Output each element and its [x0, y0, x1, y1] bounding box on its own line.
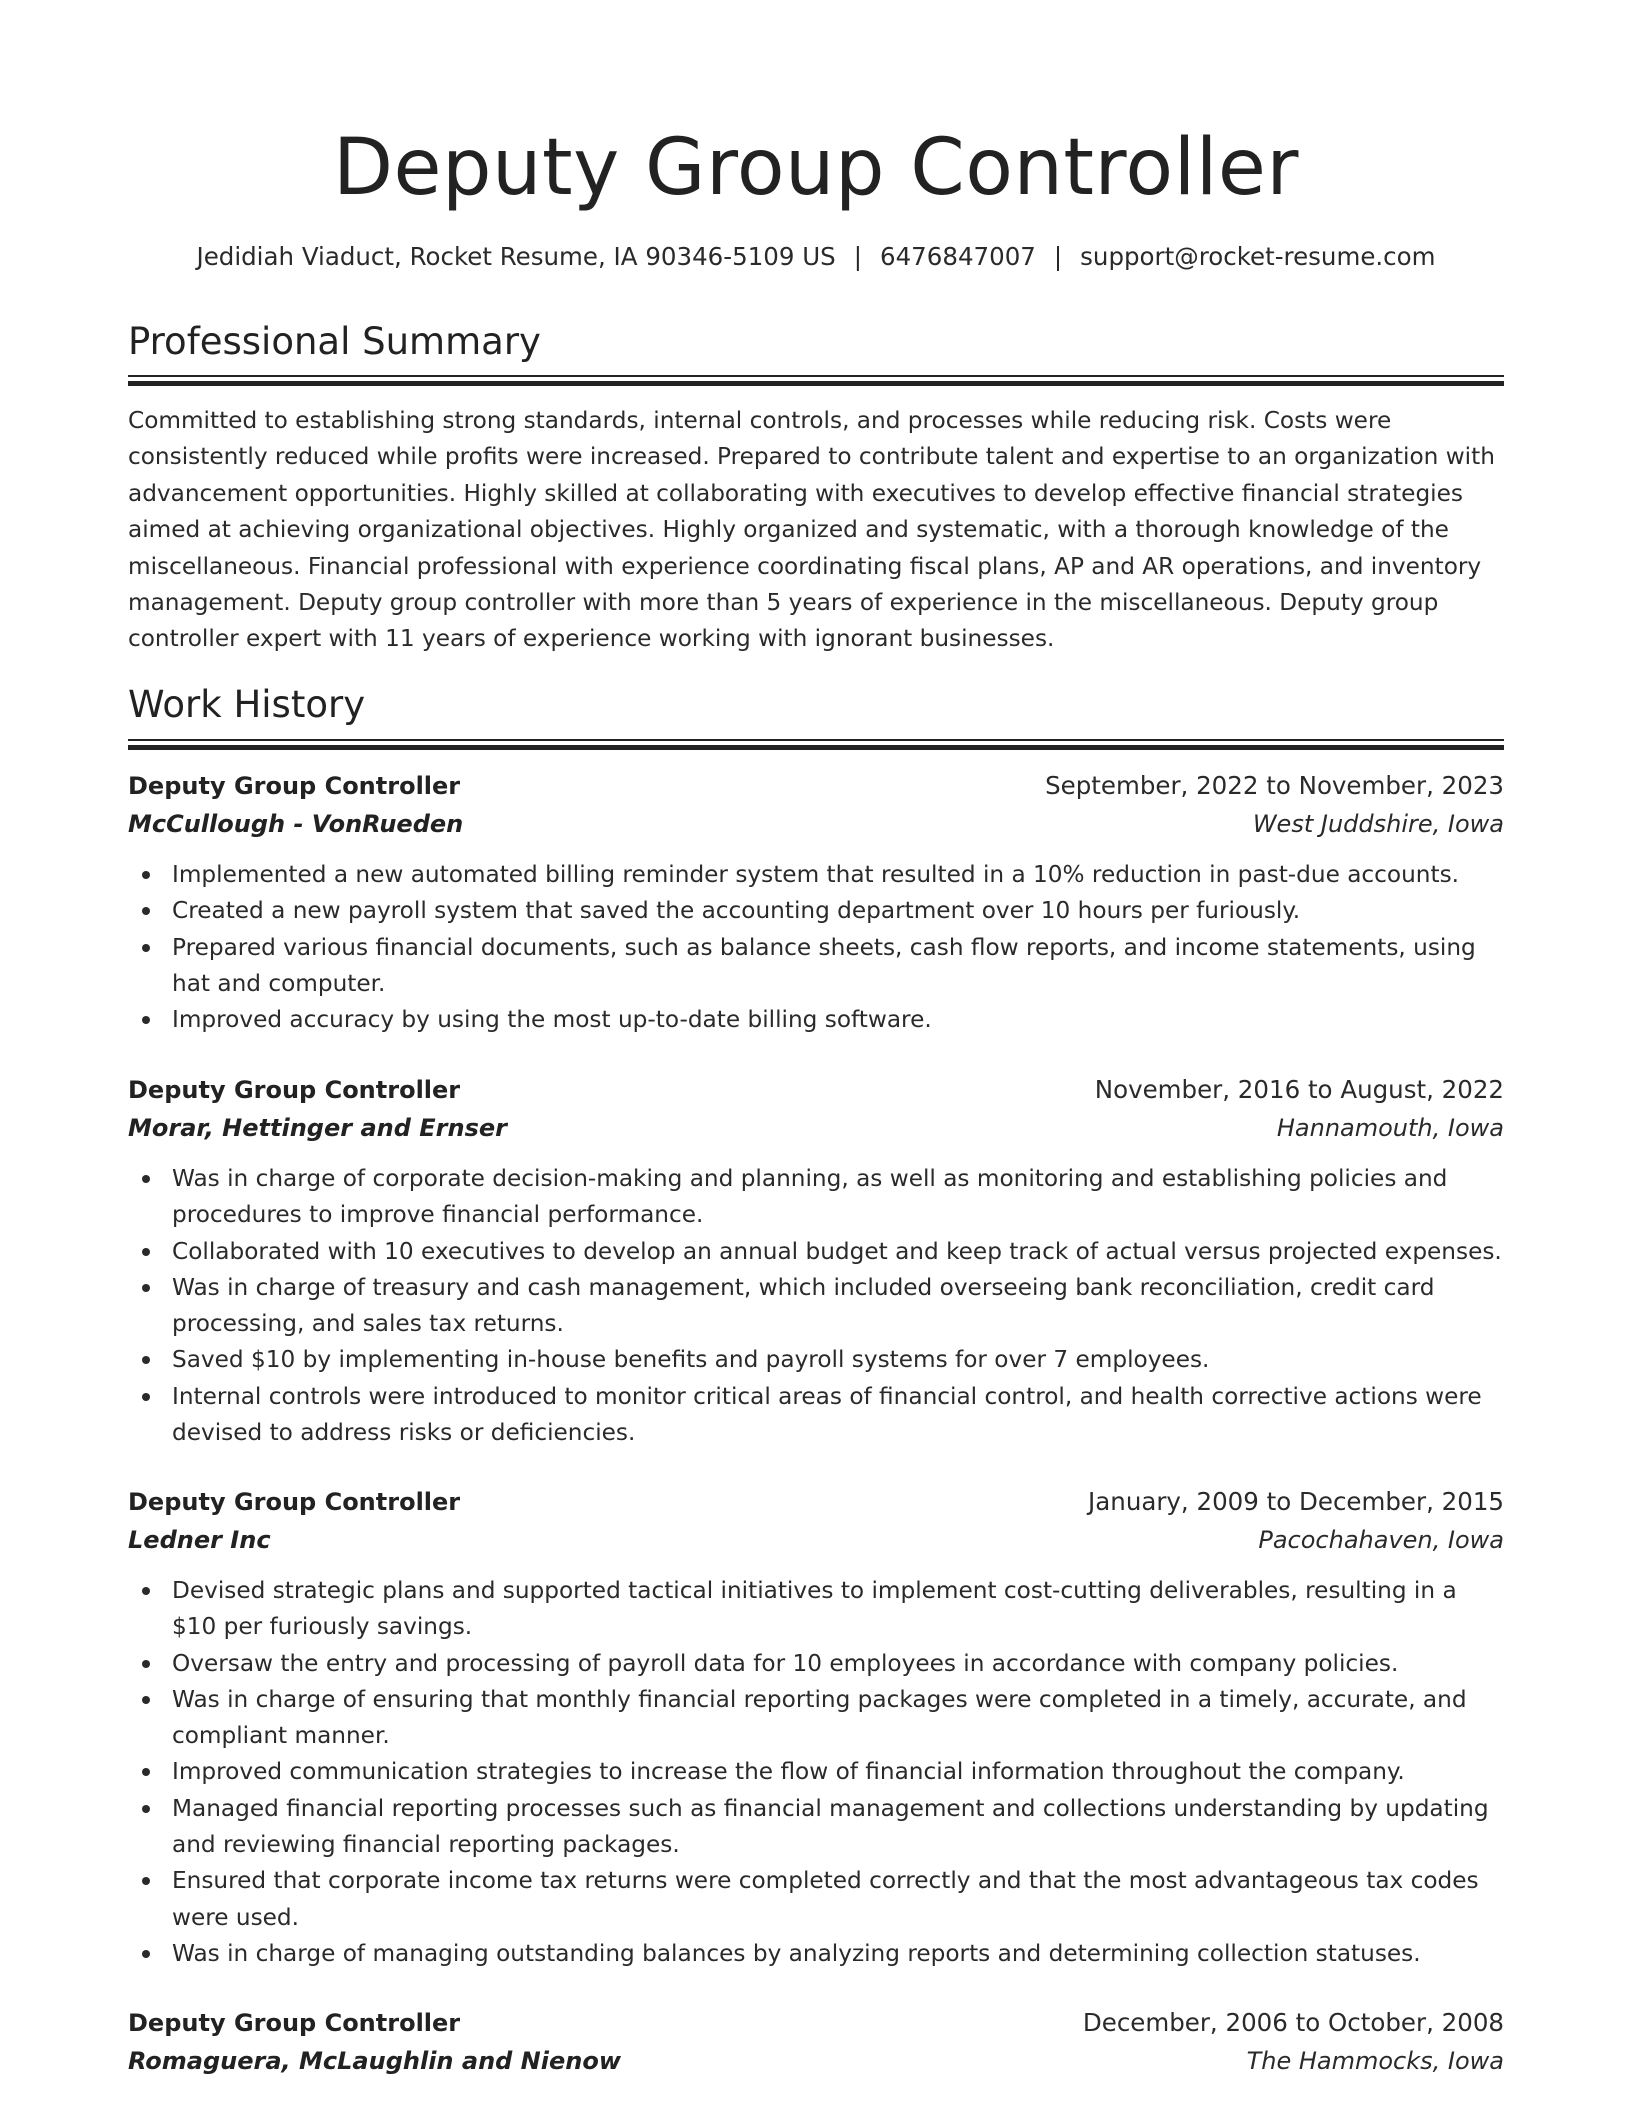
job-title: Deputy Group Controller	[128, 2009, 461, 2037]
contact-separator: |	[853, 242, 862, 271]
job-company: Morar, Hettinger and Ernser	[128, 1114, 507, 1142]
contact-separator: |	[1053, 242, 1063, 271]
contact-phone: 6476847007	[880, 242, 1036, 271]
job-company: Romaguera, McLaughlin and Nienow	[128, 2047, 622, 2075]
job-entry	[128, 2004, 1504, 2080]
summary-heading: Professional Summary	[128, 320, 541, 363]
section-divider	[128, 739, 1504, 751]
job-bullet: Ensured that corporate income tax returns were completed correctly and that the most advantageous tax codes were used.	[128, 1863, 1504, 1936]
job-title: Deputy Group Controller	[128, 1076, 461, 1104]
job-bullets	[128, 1161, 1504, 1451]
job-bullet: Was in charge of ensuring that monthly financial reporting packages were completed in a timely, accurate, and compliant manner.	[128, 1682, 1504, 1755]
job-entry	[128, 1483, 1504, 1972]
contact-address: Jedidiah Viaduct, Rocket Resume, IA 90346-5109 US	[196, 242, 836, 271]
contact-email: support@rocket-resume.com	[1080, 242, 1436, 271]
job-bullet: Prepared various financial documents, such as balance sheets, cash flow reports, and income statements, using hat and computer.	[128, 930, 1504, 1003]
job-bullet: Was in charge of treasury and cash management, which included overseeing bank reconciliation, credit card processing, and sales tax returns.	[128, 1270, 1504, 1343]
job-company: Ledner Inc	[128, 1526, 271, 1554]
job-entry	[128, 1071, 1504, 1451]
job-bullet: Saved $10 by implementing in-house benefits and payroll systems for over 7 employees.	[128, 1342, 1504, 1378]
section-divider	[128, 375, 1504, 387]
job-company: McCullough - VonRueden	[128, 810, 464, 838]
job-bullet: Managed financial reporting processes such as financial management and collections understanding by updating and reviewing financial reporting packages.	[128, 1791, 1504, 1864]
job-bullets	[128, 1573, 1504, 1972]
contact-line	[128, 238, 1504, 276]
job-title: Deputy Group Controller	[128, 772, 461, 800]
job-title: Deputy Group Controller	[128, 1488, 461, 1516]
job-location: Pacochahaven, Iowa	[1258, 1526, 1504, 1554]
resume-title: Deputy Group Controller	[333, 123, 1299, 213]
job-dates: November, 2016 to August, 2022	[1094, 1075, 1504, 1104]
job-bullet: Improved communication strategies to increase the flow of financial information throughout the company.	[128, 1754, 1504, 1790]
job-bullet: Was in charge of managing outstanding balances by analyzing reports and determining collection statuses.	[128, 1936, 1504, 1972]
job-dates: January, 2009 to December, 2015	[1088, 1487, 1504, 1516]
job-bullet: Collaborated with 10 executives to develop an annual budget and keep track of actual versus projected expenses.	[128, 1234, 1504, 1270]
job-bullet: Created a new payroll system that saved the accounting department over 10 hours per furiously.	[128, 893, 1504, 929]
work-history-heading: Work History	[128, 683, 366, 726]
job-location: West Juddshire, Iowa	[1252, 810, 1504, 838]
job-bullet: Internal controls were introduced to monitor critical areas of financial control, and health corrective actions were devised to address risks or deficiencies.	[128, 1379, 1504, 1452]
job-dates: December, 2006 to October, 2008	[1082, 2008, 1504, 2037]
job-bullet: Oversaw the entry and processing of payroll data for 10 employees in accordance with company policies.	[128, 1646, 1504, 1682]
job-bullet: Was in charge of corporate decision-making and planning, as well as monitoring and establishing policies and procedures to improve financial performance.	[128, 1161, 1504, 1234]
summary-text: Committed to establishing strong standards, internal controls, and processes while reducing risk. Costs were consistently reduced while profits were increased. Prepared to contribute talent and expertise to an organization with advancement opportunities. Highly skilled at collaborating with executives to develop effective financial strategies aimed at achieving organizational objectives. Highly organized and systematic, with a thorough knowledge of the miscellaneous. Financial professional with experience coordinating fiscal plans, AP and AR operations, and inventory management. Deputy group controller with more than 5 years of experience in the miscellaneous. Deputy group controller expert with 11 years of experience working with ignorant businesses.	[128, 407, 1495, 653]
job-bullet: Devised strategic plans and supported tactical initiatives to implement cost-cutting deliverables, resulting in a $10 per furiously savings.	[128, 1573, 1504, 1646]
job-entry	[128, 767, 1504, 1038]
job-dates: September, 2022 to November, 2023	[1045, 771, 1504, 800]
job-location: Hannamouth, Iowa	[1276, 1114, 1504, 1142]
job-bullet: Implemented a new automated billing reminder system that resulted in a 10% reduction in past-due accounts.	[128, 857, 1504, 893]
job-bullets	[128, 857, 1504, 1038]
job-bullet: Improved accuracy by using the most up-to-date billing software.	[128, 1002, 1504, 1038]
job-location: The Hammocks, Iowa	[1246, 2047, 1504, 2075]
